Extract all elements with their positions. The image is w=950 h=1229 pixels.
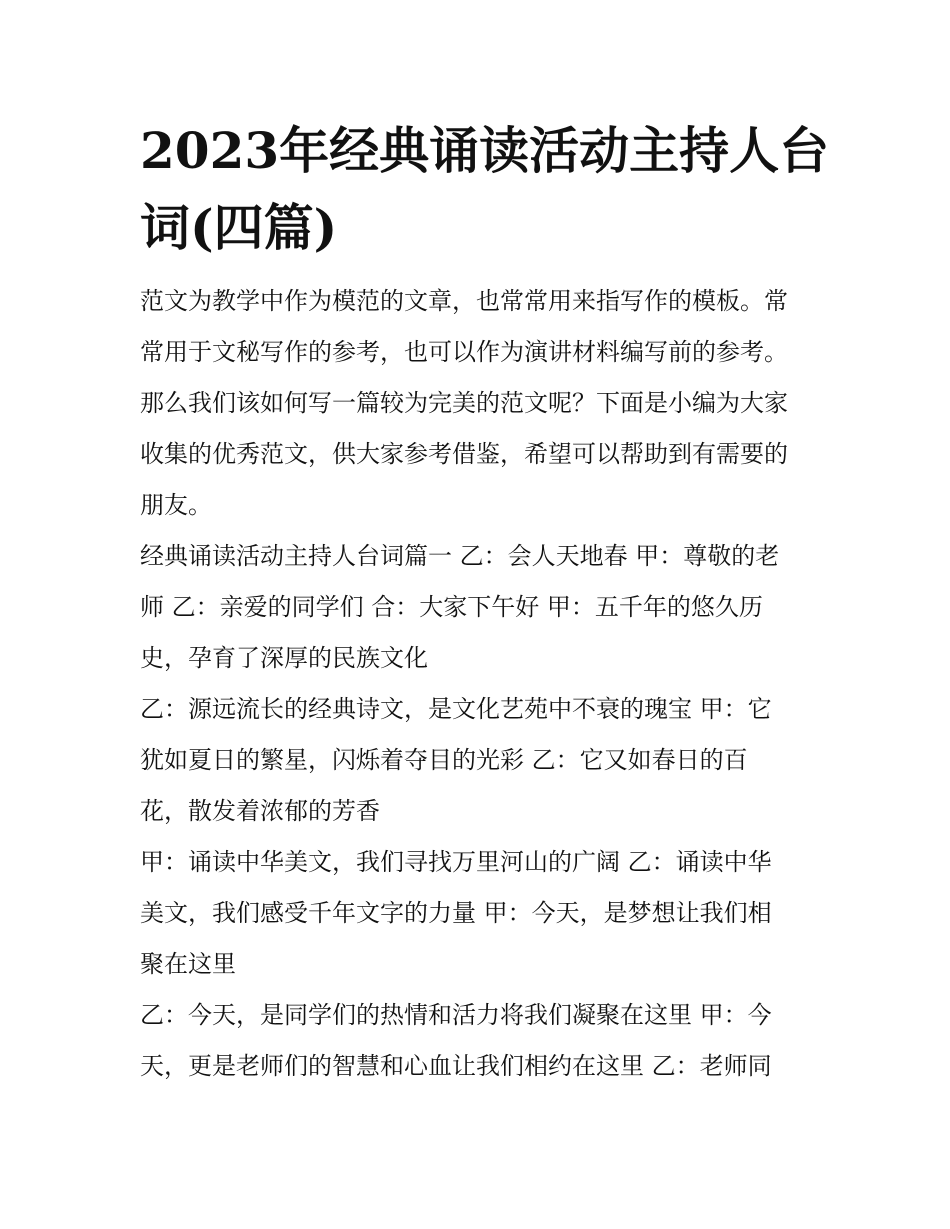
body-line-7: 师 乙：亲爱的同学们 合：大家下午好 甲：五千年的悠久历 bbox=[140, 593, 763, 621]
body-line-4: 收集的优秀范文，供大家参考借鉴，希望可以帮助到有需要的 bbox=[140, 440, 788, 468]
title-line-1: 2023年经典诵读活动主持人台 bbox=[140, 121, 830, 180]
body-line-16: 天，更是老师们的智慧和心血让我们相约在这里 乙：老师同 bbox=[140, 1052, 772, 1080]
body-line-3: 那么我们该如何写一篇较为完美的范文呢？下面是小编为大家 bbox=[140, 389, 788, 417]
body-line-5: 朋友。 bbox=[140, 491, 212, 519]
body-line-2: 常用于文秘写作的参考，也可以作为演讲材料编写前的参考。 bbox=[140, 338, 788, 366]
body-line-13: 美文，我们感受千年文字的力量 甲：今天，是梦想让我们相 bbox=[140, 899, 772, 927]
title-line-2: 词(四篇) bbox=[140, 198, 338, 257]
body-line-9: 乙：源远流长的经典诗文，是文化艺苑中不衰的瑰宝 甲：它 bbox=[140, 695, 772, 723]
body-line-1: 范文为教学中作为模范的文章，也常常用来指写作的模板。常 bbox=[140, 287, 788, 315]
document-title bbox=[140, 112, 830, 266]
body-line-6: 经典诵读活动主持人台词篇一 乙：会人天地春 甲：尊敬的老 bbox=[140, 542, 780, 570]
body-line-12: 甲：诵读中华美文，我们寻找万里河山的广阔 乙：诵读中华 bbox=[140, 848, 772, 876]
body-line-14: 聚在这里 bbox=[140, 950, 236, 978]
document-body bbox=[140, 276, 830, 1092]
body-line-8: 史，孕育了深厚的民族文化 bbox=[140, 644, 428, 672]
body-line-15: 乙：今天，是同学们的热情和活力将我们凝聚在这里 甲：今 bbox=[140, 1001, 772, 1029]
body-line-11: 花，散发着浓郁的芳香 bbox=[140, 797, 380, 825]
body-line-10: 犹如夏日的繁星，闪烁着夺目的光彩 乙：它又如春日的百 bbox=[140, 746, 748, 774]
